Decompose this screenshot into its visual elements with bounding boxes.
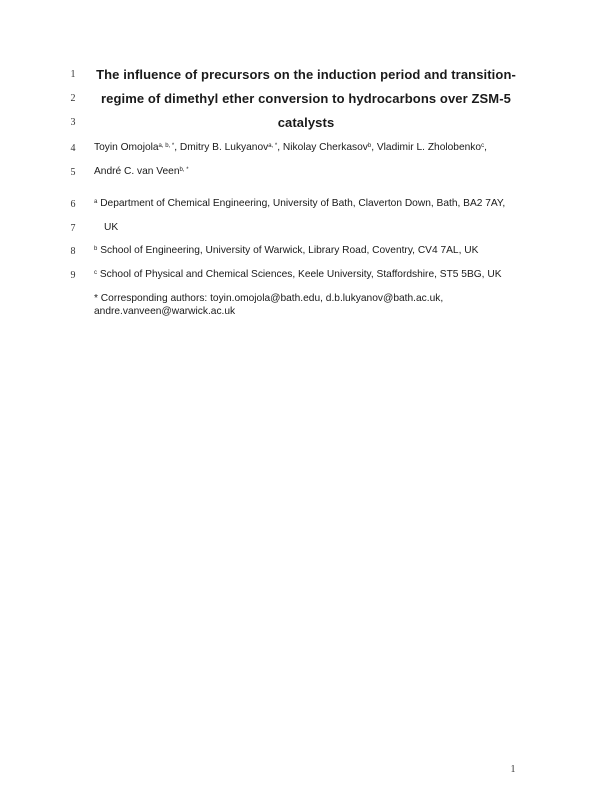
author-affiliation-mark: b, * [179, 167, 189, 173]
affiliation-text: School of Physical and Chemical Sciences, Keele University, Staffordshire, ST5 5BG, UK [99, 269, 502, 280]
line-number-6: 6 [70, 199, 76, 210]
author-affiliation-mark: b [367, 143, 372, 149]
line-number-7: 7 [70, 223, 76, 234]
affiliation-mark: c [94, 270, 97, 276]
author-name: Toyin Omojola [94, 142, 159, 153]
paper-title-line-2: regime of dimethyl ether conversion to hydrocarbons over ZSM-5 [100, 91, 511, 106]
author-affiliation-mark: a, b, * [158, 143, 175, 149]
affiliation-mark: b [94, 246, 98, 252]
affiliation-b [94, 245, 478, 256]
author-separator: , [277, 142, 283, 153]
paper-title-line-1: The influence of precursors on the induction period and transition- [96, 67, 516, 82]
corresponding-authors-line-2: andre.vanveen@warwick.ac.uk [94, 306, 236, 317]
author-list-line-1 [94, 142, 487, 153]
author-separator: , [484, 142, 487, 153]
line-number-3: 3 [70, 117, 76, 128]
affiliation-c [94, 269, 502, 280]
author-affiliation-mark: a, * [268, 143, 278, 149]
line-number-8: 8 [70, 246, 76, 257]
line-number-5: 5 [70, 167, 76, 178]
author-name: Dmitry B. Lukyanov [179, 142, 269, 153]
page-number: 1 [510, 764, 516, 775]
paper-title-line-3: catalysts [277, 115, 335, 130]
line-number-1: 1 [70, 69, 76, 80]
corresponding-authors-line-1: * Corresponding authors: toyin.omojola@bath.edu, d.b.lukyanov@bath.ac.uk, [94, 293, 444, 304]
author-affiliation-mark: c [481, 143, 485, 149]
affiliation-mark: a [94, 199, 98, 205]
affiliation-text: Department of Chemical Engineering, University of Bath, Claverton Down, Bath, BA2 7AY, [100, 198, 506, 209]
author-separator: , [371, 142, 377, 153]
author-name: Vladimir L. Zholobenko [376, 142, 482, 153]
line-number-2: 2 [70, 93, 76, 104]
author-name: Nikolay Cherkasov [282, 142, 368, 153]
line-number-4: 4 [70, 143, 76, 154]
author-list-line-2 [94, 166, 189, 177]
author-separator: , [174, 142, 180, 153]
affiliation-text: School of Engineering, University of Warwick, Library Road, Coventry, CV4 7AL, UK [100, 245, 479, 256]
line-number-9: 9 [70, 270, 76, 281]
affiliation-a [94, 198, 505, 209]
author-name: André C. van Veen [94, 166, 180, 177]
affiliation-a-continued: UK [104, 222, 119, 233]
